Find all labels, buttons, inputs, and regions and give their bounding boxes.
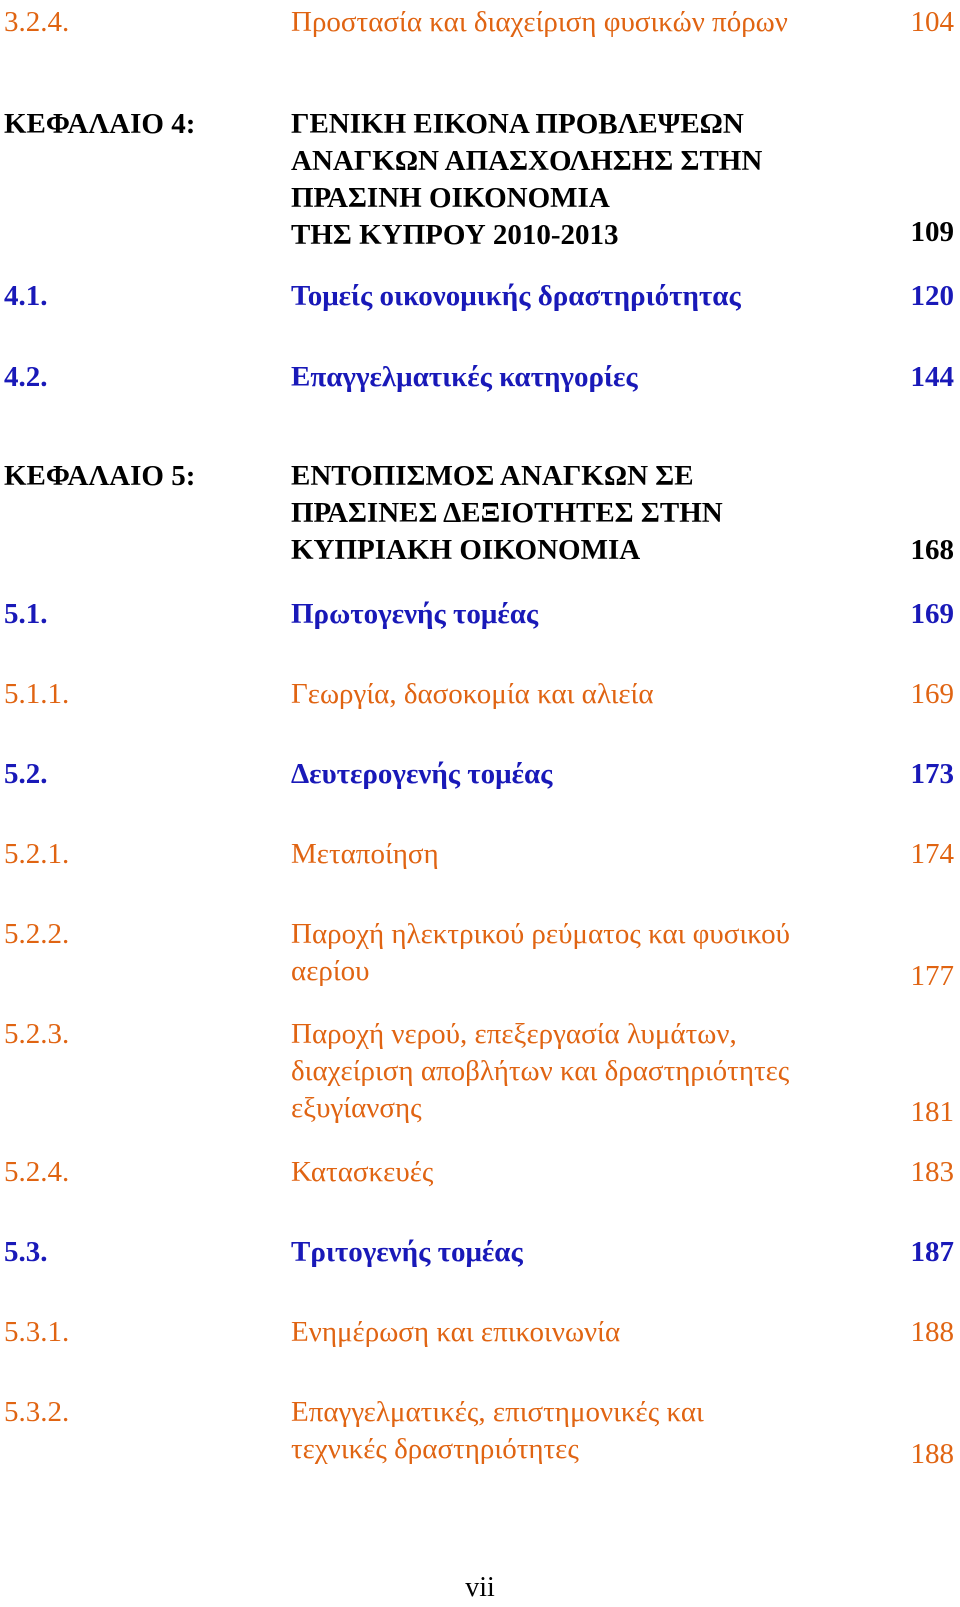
toc-number: 4.1. bbox=[4, 280, 48, 312]
toc-number: 5.2.1. bbox=[4, 838, 70, 870]
toc-page-number: 120 bbox=[910, 280, 954, 312]
toc-title-line: Επαγγελματικές, επιστημονικές και bbox=[291, 1396, 704, 1428]
toc-title bbox=[291, 676, 881, 713]
toc-title-line: Δευτερογενής τομέας bbox=[291, 758, 553, 790]
toc-title-line: Μεταποίηση bbox=[291, 838, 439, 870]
toc-title-line: αερίου bbox=[291, 955, 370, 987]
toc-number: 5.2. bbox=[4, 758, 48, 790]
toc-title bbox=[291, 1394, 881, 1468]
toc-title-line: εξυγίανσης bbox=[291, 1092, 422, 1124]
toc-title-line: Προστασία και διαχείριση φυσικών πόρων bbox=[291, 6, 788, 38]
toc-title bbox=[291, 1154, 881, 1191]
toc-title-line: Επαγγελματικές κατηγορίες bbox=[291, 361, 638, 393]
toc-number: 4.2. bbox=[4, 361, 48, 393]
toc-number: 3.2.4. bbox=[4, 6, 70, 38]
toc-number: 5.2.4. bbox=[4, 1156, 70, 1188]
toc-page-number: 144 bbox=[910, 361, 954, 393]
toc-title bbox=[291, 359, 881, 396]
toc-page-number: 177 bbox=[910, 960, 954, 992]
toc-title bbox=[291, 596, 881, 633]
toc-title-line: ΠΡΑΣΙΝΕΣ ΔΕΞΙΟΤΗΤΕΣ ΣΤΗΝ bbox=[291, 497, 723, 529]
toc-title bbox=[291, 836, 881, 873]
toc-page-number: 174 bbox=[910, 838, 954, 870]
toc-title bbox=[291, 1234, 881, 1271]
toc-title-line: ΤΗΣ ΚΥΠΡΟΥ 2010-2013 bbox=[291, 219, 619, 251]
toc-title-line: διαχείριση αποβλήτων και δραστηριότητες bbox=[291, 1055, 790, 1087]
toc-title bbox=[291, 756, 881, 793]
toc-title bbox=[291, 106, 881, 254]
toc-title bbox=[291, 278, 881, 315]
toc-title-line: Κατασκευές bbox=[291, 1156, 434, 1188]
toc-title bbox=[291, 1314, 881, 1351]
toc-title-line: Τριτογενής τομέας bbox=[291, 1236, 523, 1268]
toc-title bbox=[291, 458, 881, 569]
toc-number: 5.3.1. bbox=[4, 1316, 70, 1348]
toc-title-line: ΚΥΠΡΙΑΚΗ ΟΙΚΟΝΟΜΙΑ bbox=[291, 534, 641, 566]
toc-page-number: 173 bbox=[910, 758, 954, 790]
toc-number: 5.2.2. bbox=[4, 918, 70, 950]
toc-page-number: 188 bbox=[910, 1438, 954, 1470]
toc-title-line: ΓΕΝΙΚΗ ΕΙΚΟΝΑ ΠΡΟΒΛΕΨΕΩΝ bbox=[291, 108, 744, 140]
toc-title-line: Πρωτογενής τομέας bbox=[291, 598, 539, 630]
toc-number: 5.2.3. bbox=[4, 1018, 70, 1050]
toc-title-line: ΕΝΤΟΠΙΣΜΟΣ ΑΝΑΓΚΩΝ ΣΕ bbox=[291, 460, 694, 492]
toc-title bbox=[291, 916, 881, 990]
toc-title-line: Παροχή ηλεκτρικού ρεύματος και φυσικού bbox=[291, 918, 791, 950]
toc-title bbox=[291, 4, 881, 41]
toc-page-number: 169 bbox=[910, 598, 954, 630]
toc-page-number: 183 bbox=[910, 1156, 954, 1188]
toc-title-line: τεχνικές δραστηριότητες bbox=[291, 1433, 579, 1465]
toc-title-line: ΠΡΑΣΙΝΗ ΟΙΚΟΝΟΜΙΑ bbox=[291, 182, 610, 214]
toc-title-line: Ενημέρωση και επικοινωνία bbox=[291, 1316, 621, 1348]
toc-number: 5.1.1. bbox=[4, 678, 70, 710]
toc-page-number: 188 bbox=[910, 1316, 954, 1348]
toc-page-number: 109 bbox=[910, 216, 954, 248]
toc-number: ΚΕΦΑΛΑΙΟ 5: bbox=[4, 460, 196, 492]
toc-number: ΚΕΦΑΛΑΙΟ 4: bbox=[4, 108, 196, 140]
toc-title-line: Γεωργία, δασοκομία και αλιεία bbox=[291, 678, 654, 710]
toc-page-number: 168 bbox=[910, 534, 954, 566]
toc-number: 5.1. bbox=[4, 598, 48, 630]
toc-page-number: 187 bbox=[910, 1236, 954, 1268]
toc-title-line: ΑΝΑΓΚΩΝ ΑΠΑΣΧΟΛΗΣΗΣ ΣΤΗΝ bbox=[291, 145, 763, 177]
toc-title bbox=[291, 1016, 881, 1127]
toc-number: 5.3. bbox=[4, 1236, 48, 1268]
toc-title-line: Τομείς οικονομικής δραστηριότητας bbox=[291, 280, 741, 312]
toc-page-number: 104 bbox=[910, 6, 954, 38]
toc-number: 5.3.2. bbox=[4, 1396, 70, 1428]
toc-page-number: 181 bbox=[910, 1096, 954, 1128]
toc-title-line: Παροχή νερού, επεξεργασία λυμάτων, bbox=[291, 1018, 737, 1050]
toc-page-number: 169 bbox=[910, 678, 954, 710]
page-footer-number: vii bbox=[465, 1572, 495, 1603]
